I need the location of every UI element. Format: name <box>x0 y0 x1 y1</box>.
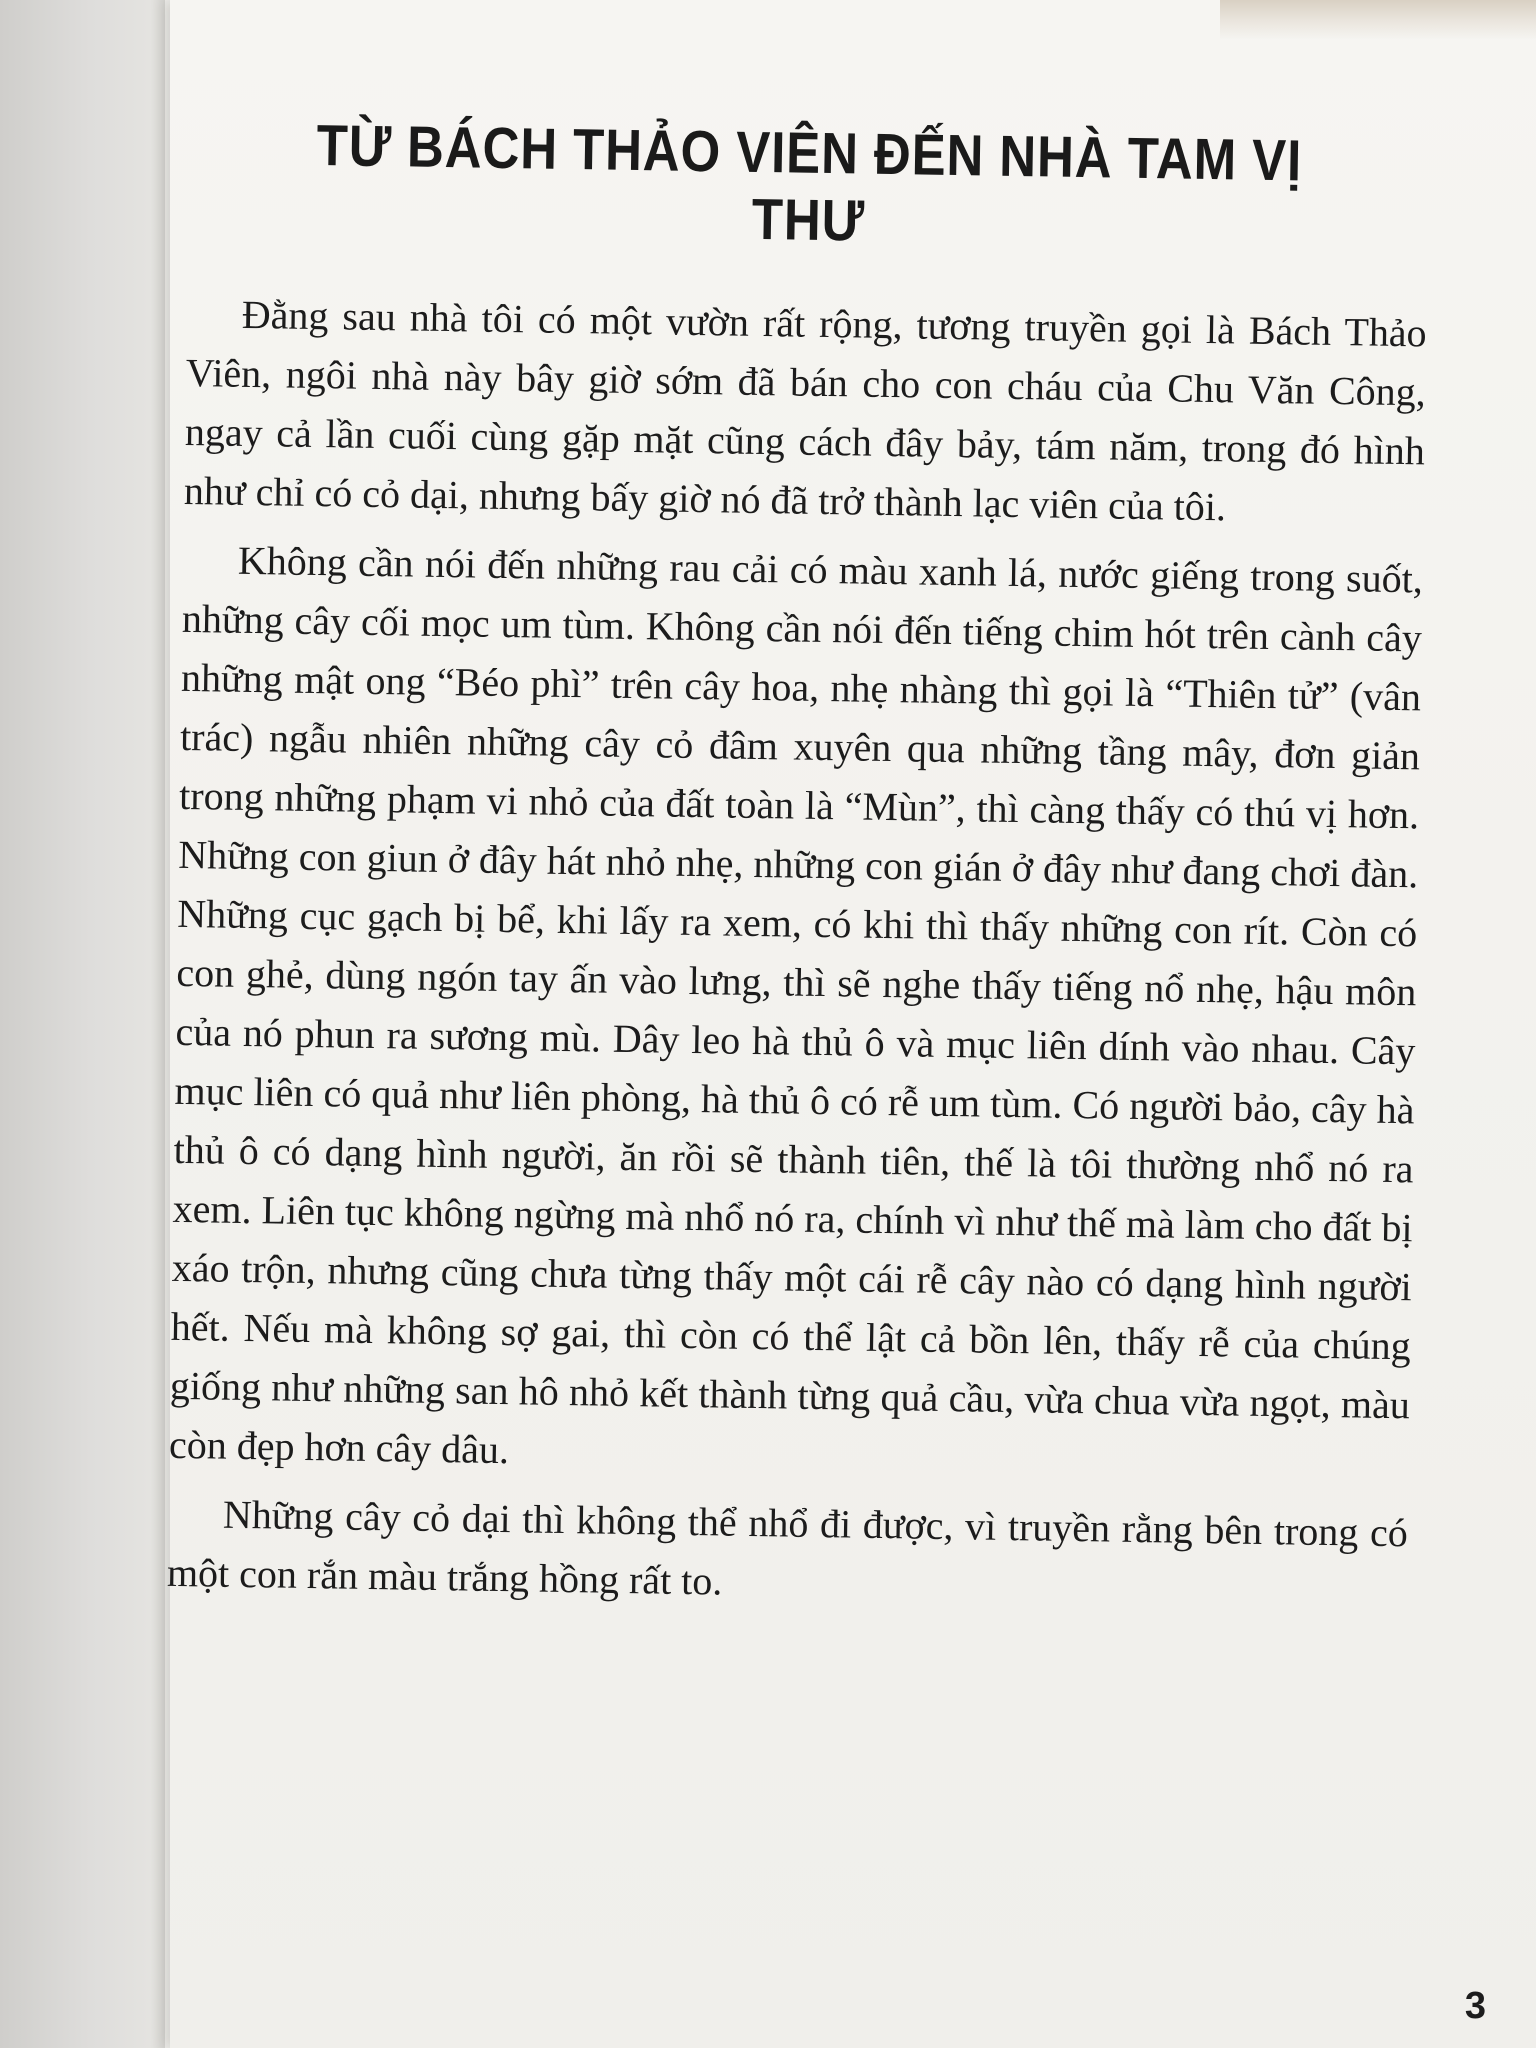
chapter-title: TỪ BÁCH THẢO VIÊN ĐẾN NHÀ TAM VỊ THƯ <box>316 112 1303 254</box>
bleed-through-letters <box>0 760 110 1160</box>
book-page <box>166 0 1536 2048</box>
page-top-shadow <box>1220 0 1536 40</box>
page-content <box>167 110 1430 1621</box>
paragraph: Đằng sau nhà tôi có một vườn rất rộng, tương truyền gọi là Bách Thảo Viên, ngôi nhà này bây giờ sớm đã bán cho con cháu của Chu Văn Công, ngay cả lần cuối cùng gặp mặt cũng cách đây bảy, tám năm, trong đó hình như chỉ có cỏ dại, nhưng bấy giờ nó đã trở thành lạc viên của tôi. <box>183 291 1428 530</box>
paragraph: Không cần nói đến những rau cải có màu xanh lá, nước giếng trong suốt, những cây cối mọc um tùm. Không cần nói đến tiếng chim hót trên cành cây những mật ong “Béo phì” trên cây hoa, nhẹ nhàng thì gọi là “Thiên tử” (vân trác) ngẫu nhiên những cây cỏ đâm xuyên qua những tầng mây, đơn giản trong những phạm vi nhỏ của đất toàn là “Mùn”, thì càng thấy có thú vị hơn. Những con giun ở đây hát nhỏ nhẹ, những con gián ở đây như đang chơi đàn. Những cục gạch bị bể, khi lấy ra xem, có khi thì thấy những con rít. Còn có con ghẻ, dùng ngón tay ấn vào lưng, thì sẽ nghe thấy tiếng nổ nhẹ, hậu môn của nó phun ra sương mù. Dây leo hà thủ ô và mục liên dính vào nhau. Cây mục liên có quả như liên phòng, hà thủ ô có rễ um tùm. Có người bảo, cây hà thủ ô có dạng hình người, ăn rồi sẽ thành tiên, thế là tôi thường nhổ nó ra xem. Liên tục không ngừng mà nhổ nó ra, chính vì như thế mà làm cho đất bị xáo trộn, nhưng cũng chưa từng thấy một cái rễ cây nào có dạng hình người hết. Nếu mà không sợ gai, thì còn có thể lật cả bồn lên, thấy rễ của chúng giống như những san hô nhỏ kết thành từng quả cầu, vừa chua vừa ngọt, màu còn đẹp hơn cây dâu. <box>168 537 1424 1473</box>
previous-page-edge <box>0 0 165 2048</box>
paragraph: Những cây cỏ dại thì không thể nhổ đi được, vì truyền rằng bên trong có một con rắn màu trắng hồng rất to. <box>166 1491 1409 1604</box>
page-number: 3 <box>1464 1985 1486 2027</box>
